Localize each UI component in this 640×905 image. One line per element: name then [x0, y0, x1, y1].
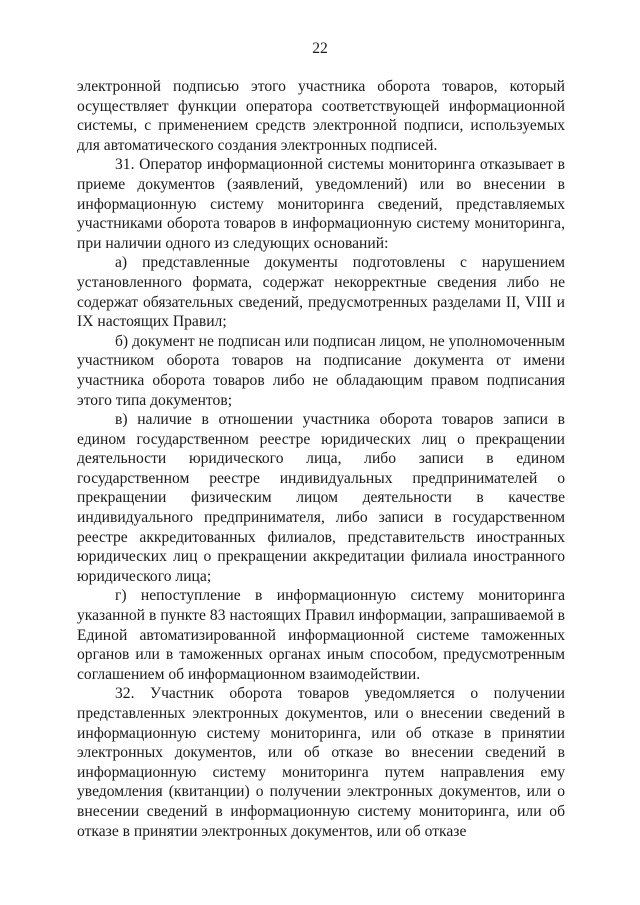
page-number: 22 [312, 40, 328, 57]
paragraph-continuation: электронной подписью этого участника оборота товаров, который осуществляет функции оператора соответствующей информационной системы, с применением средств электронной подписи, используемых для автоматического создания электронных подписей. [77, 78, 565, 154]
paragraph-subitem-b: б) документ не подписан или подписан лицом, не уполномоченным участником оборота товаров на подписание документа от имени участника оборота товаров либо не обладающим правом подписания этого типа документов; [77, 332, 565, 409]
paragraph-item-31: 31. Оператор информационной системы мониторинга отказывает в приеме документов (заявлений, уведомлений) или во внесении в информационную систему мониторинга сведений, представляемых участниками оборота товаров в информационную систему мониторинга, при наличии одного из следующих оснований: [77, 156, 565, 252]
paragraph-subitem-v: в) наличие в отношении участника оборота товаров записи в едином государственном реестре юридических лиц о прекращении деятельности юридического лица, либо записи в едином государственном реестре индивидуальных предпринимателей о прекращении физическим лицом деятельности в качестве индивидуального предпринимателя, либо записи в государственном реестре аккредитованных филиалов, представительств иностранных юридических лиц о прекращении аккредитации филиала иностранного юридического лица; [77, 411, 565, 585]
paragraph-subitem-g: г) непоступление в информационную систему мониторинга указанной в пункте 83 настоящих Правил информации, запрашиваемой в Единой автоматизированной информационной системе таможенных органов или в таможенных органах иным способом, предусмотренным соглашением об информационном взаимодействии. [77, 587, 565, 683]
paragraph-item-32: 32. Участник оборота товаров уведомляется о получении представленных электронных документов, или о внесении сведений в информационную систему мониторинга, или об отказе в принятии электронных документов, или об отказе во внесении сведений в информационную систему мониторинга путем направления ему уведомления (квитанции) о получении электронных документов, или о внесении сведений в информационную систему мониторинга, или об отказе в принятии электронных документов, или об отказе [77, 685, 565, 840]
document-body [77, 77, 565, 841]
paragraph-subitem-a: а) представленные документы подготовлены с нарушением установленного формата, содержат некорректные сведения либо не содержат обязательных сведений, предусмотренных разделами II, VIII и IX настоящих Правил; [77, 254, 565, 331]
